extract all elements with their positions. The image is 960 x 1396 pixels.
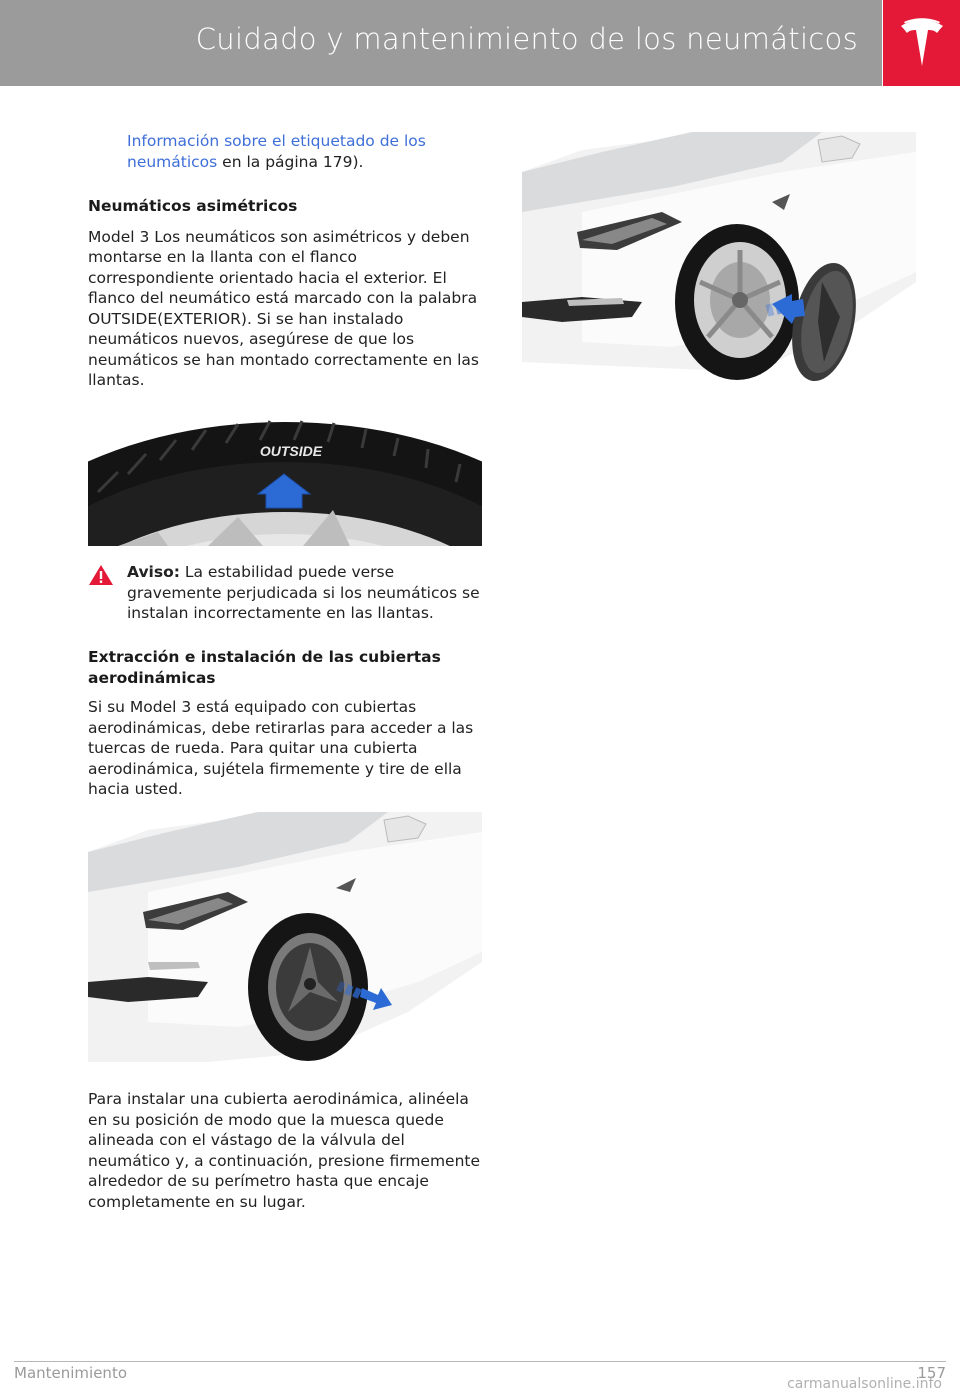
warning-text: La estabilidad puede verse gravemente perjudicada si los neumáticos se instalan incorrectamente en las llantas. xyxy=(127,563,480,622)
tesla-logo-icon xyxy=(901,16,943,68)
footer-divider xyxy=(14,1361,946,1362)
aero-body: Si su Model 3 está equipado con cubiertas aerodinámicas, debe retirarlas para acceder a las tuercas de rueda. Para quitar una cubierta aerodinámica, sujétela firmemente y tire de ella hacia usted. xyxy=(88,698,474,798)
asym-body: Model 3 Los neumáticos son asimétricos y deben montarse en la llanta con el flanco correspondiente orientado hacia el exterior. El flanco del neumático está marcado con la palabra OUTSIDE(EXTERIOR). Si se han instalado neumáticos nuevos, asegúrese de que los neumáticos se han montado correctamente en las llantas. xyxy=(88,227,479,389)
warning-block xyxy=(127,562,483,624)
label-info-link[interactable]: Información sobre el etiquetado de los neumáticos xyxy=(127,132,426,171)
warning-label: Aviso: xyxy=(127,563,180,581)
tire-outside-figure xyxy=(88,412,482,546)
asym-section xyxy=(88,196,482,391)
tire-outside-label: OUTSIDE xyxy=(259,443,323,459)
install-body: Para instalar una cubierta aerodinámica, alinéela en su posición de modo que la muesca quede alineada con el vástago de la válvula del neumático y, a continuación, presione firmemente alrededor de su perímetro hasta que encaje completamente en su lugar. xyxy=(88,1090,481,1211)
page-number: 157 xyxy=(917,1364,946,1382)
page-header xyxy=(0,0,882,86)
intro-paragraph xyxy=(127,131,477,172)
install-section xyxy=(88,1089,482,1212)
footer-section: Mantenimiento xyxy=(14,1364,127,1382)
page-title: Cuidado y mantenimiento de los neumáticos xyxy=(195,22,858,56)
intro-rest: en la página 179). xyxy=(217,152,364,171)
tesla-logo xyxy=(883,0,960,86)
aero-section xyxy=(88,647,482,800)
asym-heading: Neumáticos asimétricos xyxy=(88,197,298,215)
aero-removal-figure xyxy=(88,812,482,1062)
aero-heading: Extracción e instalación de las cubiertas aerodinámicas xyxy=(88,648,441,687)
aero-install-figure xyxy=(522,132,916,382)
watermark: carmanualsonline.info xyxy=(787,1376,942,1392)
warning-icon xyxy=(88,564,114,586)
